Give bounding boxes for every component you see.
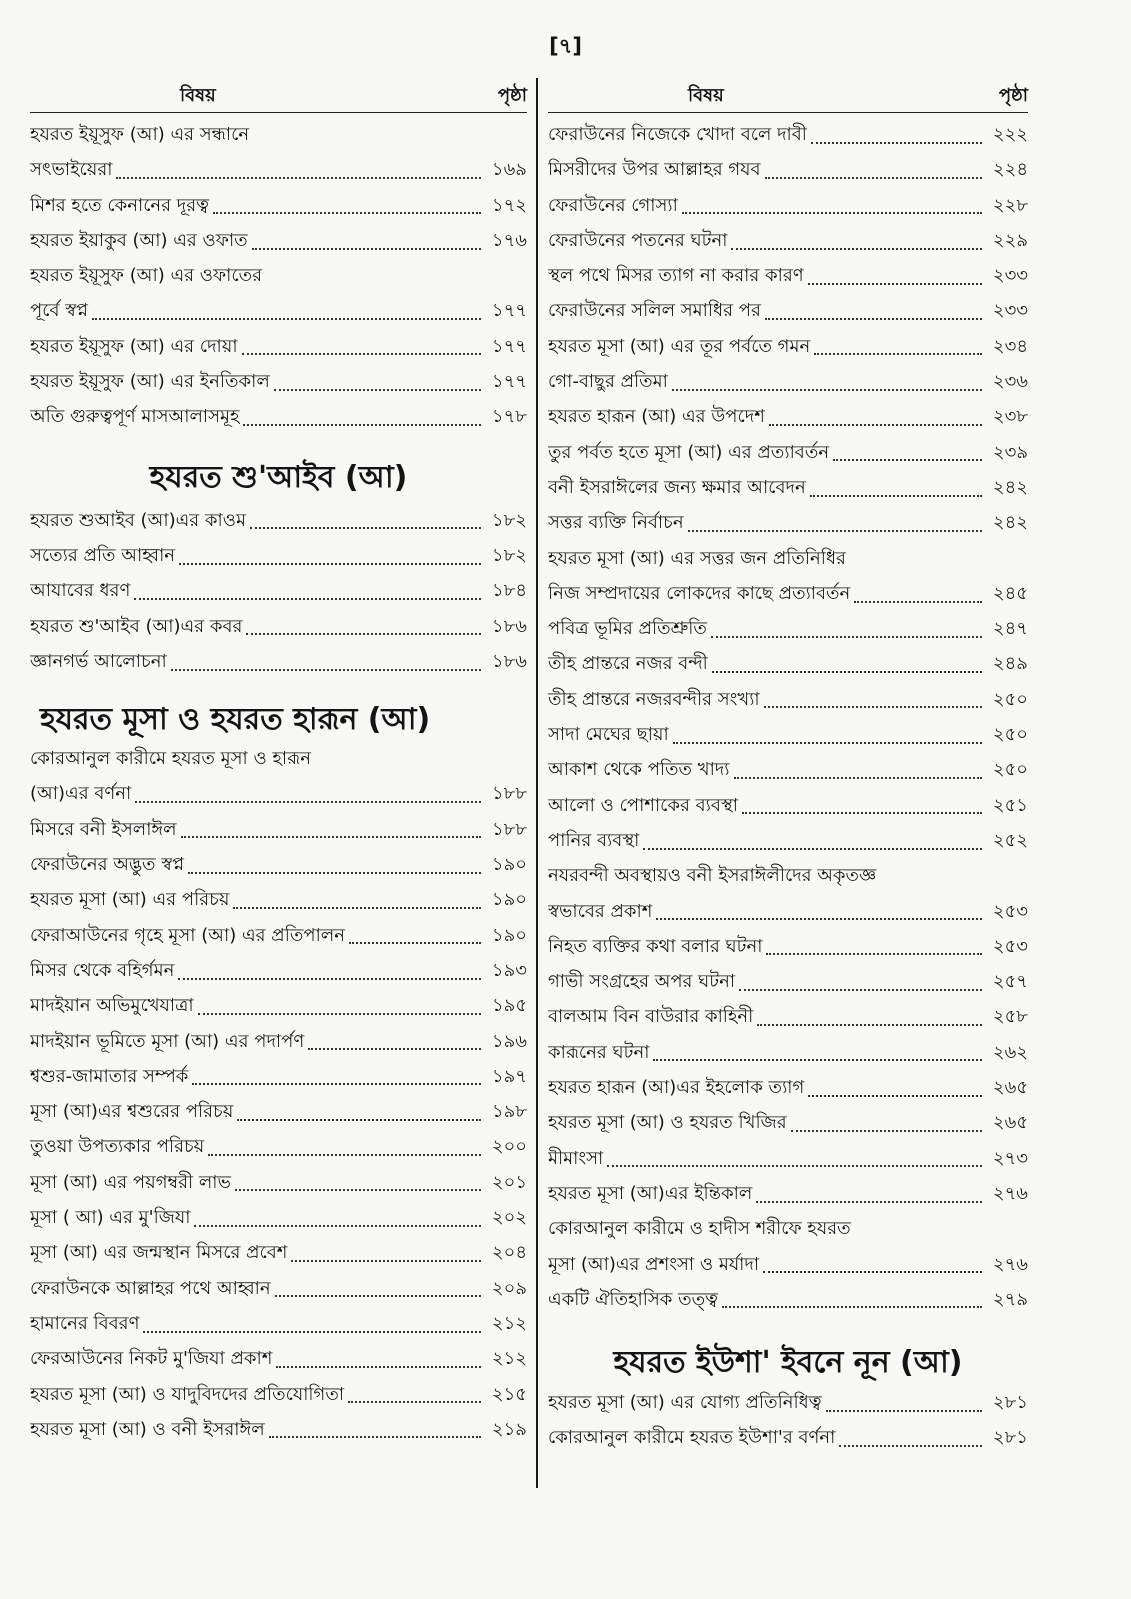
toc-entry-page: ২৫১ [992,794,1028,816]
dot-leader [116,177,481,179]
toc-entry-title: কোরআনুল কারীমে ও হাদীস শরীফে হযরত [548,1218,851,1240]
toc-entry-page: ২২৮ [992,194,1028,216]
toc-entry [30,1059,527,1094]
toc-entry [548,646,1028,681]
toc-entry-page: ২৫৩ [992,935,1028,957]
dot-leader [826,1410,982,1412]
toc-entry-title: নিজ সম্প্রদায়ের লোকদের কাছে প্রত্যাবর্তন [548,582,851,604]
toc-list [548,117,1028,1317]
toc-list [548,1385,1028,1456]
dot-leader [134,598,481,600]
toc-entry-title: মূসা (আ) এর পয়গম্বরী লাভ [30,1171,231,1193]
toc-entry-title: মিসরীদের উপর আল্লাহর গযব [548,159,761,181]
toc-entry-title: সত্যের প্রতি আহ্বান [30,544,176,566]
dot-leader [766,953,982,955]
toc-entry-title: জ্ঞানগর্ভ আলোচনা [30,650,167,672]
dot-leader [682,212,982,214]
toc-entry-title: হযরত মূসা (আ) ও হযরত খিজির [548,1112,787,1134]
toc-entry [548,329,1028,364]
toc-entry-page: ২৬৫ [992,1112,1028,1134]
toc-entry-page: ২৭৯ [992,1288,1028,1310]
toc-entry-title: মূসা (আ) এর জন্মস্থান মিসরে প্রবেশ [30,1242,288,1264]
toc-entry-title: মূসা (আ)এর শ্বশুরের পরিচয় [30,1101,234,1123]
toc-entry-page: ২৩৬ [992,371,1028,393]
toc-entry-page: ২০৪ [491,1242,527,1264]
toc-list [30,503,527,679]
dot-leader [242,353,481,355]
toc-entry [548,611,1028,646]
toc-entry [548,258,1028,293]
dot-leader [171,669,481,671]
column-divider [536,78,538,1488]
toc-entry [548,364,1028,399]
toc-entry-title: হযরত মূসা (আ) ও বনী ইসরাঈল [30,1418,265,1440]
dot-leader [711,636,982,638]
toc-entry-page: ২৭৬ [992,1182,1028,1204]
toc-entry [548,541,1028,576]
dot-leader [757,1024,982,1026]
dot-leader [275,1295,481,1297]
toc-entry-title: পবিত্র ভূমির প্রতিশ্রুতি [548,618,707,640]
toc-entry-page: ১৯০ [491,854,527,876]
dot-leader [192,1083,481,1085]
toc-entry-title: ফেরাউনের গোস্যা [548,194,678,216]
dot-leader [742,812,982,814]
toc-entry [30,364,527,399]
toc-entry [30,882,527,917]
dot-leader [673,742,982,744]
toc-entry-page: ১৬৯ [491,159,527,181]
toc-entry [548,435,1028,470]
toc-entry-page: ২৬৫ [992,1077,1028,1099]
toc-entry-title: ফেরাউনের সলিল সমাধির পর [548,300,761,322]
toc-entry [548,505,1028,540]
toc-entry-page: ১৯০ [491,924,527,946]
toc-entry-title: তুওয়া উপত্যকার পরিচয় [30,1136,205,1158]
toc-entry [548,999,1028,1034]
toc-entry-page: ১৮৬ [491,615,527,637]
toc-entry-page: ২৩৩ [992,300,1028,322]
dot-leader [688,530,982,532]
toc-entry [548,1105,1028,1140]
toc-entry [548,223,1028,258]
toc-entry-page: ২২২ [992,124,1028,145]
toc-entry-page: ২৪৫ [992,582,1028,604]
toc-entry [548,1176,1028,1211]
toc-entry-title: ফেরআউনের নিকট মু'জিযা প্রকাশ [30,1348,273,1370]
toc-entry-page: ২১৯ [491,1418,527,1440]
toc-entry-title: সাদা মেঘের ছায়া [548,724,669,746]
toc-entry-page: ১৯০ [491,889,527,911]
dot-leader [765,318,982,320]
toc-entry [30,953,527,988]
page-header: পৃষ্ঠা [497,85,527,106]
toc-entry-title: নিহত ব্যক্তির কথা বলার ঘটনা [548,935,763,957]
toc-entry [548,682,1028,717]
toc-entry-title: মিশর হতে কেনানের দূরত্ব [30,194,209,216]
toc-entry [548,293,1028,328]
toc-entry-title: হযরত শু'আইব (আ)এর কবর [30,615,243,637]
dot-leader [791,1130,982,1132]
toc-entry-page: ১৮২ [491,544,527,566]
toc-entry [30,573,527,608]
toc-entry-title: ফেরাআউনের গৃহে মূসা (আ) এর প্রতিপালন [30,924,345,946]
toc-entry-page: ১৭৮ [491,406,527,428]
toc-entry-title: হযরত মূসা (আ) এর যোগ্য প্রতিনিধিত্ব [548,1392,822,1414]
toc-entry-title: আযাবের ধরণ [30,580,131,602]
toc-entry-title: হযরত হারূন (আ) এর উপদেশ [548,406,765,428]
toc-entry-page: ২৬২ [992,1041,1028,1063]
toc-entry-title: মাদইয়ান ভূমিতে মূসা (আ) এর পদার্পণ [30,1030,305,1052]
toc-entry [30,644,527,679]
toc-entry-title: বনী ইসরাঈলের জন্য ক্ষমার আবেদন [548,476,806,498]
dot-leader [810,495,982,497]
dot-leader [756,1201,982,1203]
toc-entry-page: ১৯৬ [491,1030,527,1052]
dot-leader [178,978,481,980]
toc-entry-title: শ্বশুর-জামাতার সম্পর্ক [30,1065,189,1087]
dot-leader [808,1095,982,1097]
toc-entry-title: মূসা (আ)এর প্রশংসা ও মর্যাদা [548,1253,760,1275]
toc-entry [548,1385,1028,1420]
toc-entry-page: ২৮১ [992,1392,1028,1414]
toc-entry-title: হযরত হারূন (আ)এর ইহলোক ত্যাগ [548,1077,805,1099]
section-heading-yusha: হযরত ইউশা' ইবনে নূন (আ) [613,1345,963,1381]
toc-entry [30,258,527,293]
toc-entry-page: ২৫০ [992,724,1028,746]
toc-entry-page: ২৩৯ [992,441,1028,463]
toc-entry [30,1024,527,1059]
toc-entry [30,1412,527,1447]
toc-entry [548,576,1028,611]
toc-entry [548,717,1028,752]
toc-entry-title: অতি গুরুত্বপূর্ণ মাসআলাসমূহ [30,406,240,428]
toc-entry-title: হযরত ইয়ূসুফ (আ) এর দোয়া [30,335,238,357]
toc-entry-page: ২১২ [491,1348,527,1370]
dot-leader [243,424,481,426]
toc-entry-title: হযরত মূসা (আ) এর সত্তর জন প্রতিনিধির [548,547,846,569]
toc-entry-page: ২০৯ [491,1277,527,1299]
right-column [548,78,1028,1456]
toc-entry-page: ১৭২ [491,194,527,216]
toc-entry [30,503,527,538]
toc-entry-page: ১৯৫ [491,995,527,1017]
dot-leader [607,1165,982,1167]
toc-entry [548,1035,1028,1070]
toc-entry-page: ২৪২ [992,512,1028,534]
toc-entry-page: ২৫০ [992,759,1028,781]
toc-list [30,117,527,435]
toc-entry [548,894,1028,929]
dot-leader [814,353,982,355]
dot-leader [188,872,481,874]
toc-entry-page: ২৫০ [992,688,1028,710]
subject-header: বিষয় [180,85,216,106]
toc-entry [30,776,527,811]
toc-entry [548,1070,1028,1105]
toc-entry-title: পূর্বে স্বপ্ন [30,300,88,322]
dot-leader [135,801,481,803]
toc-entry [548,117,1028,152]
left-column [30,78,527,1447]
toc-entry-title: ফেরাউনকে আল্লাহর পথে আহ্বান [30,1277,271,1299]
right-column-header [548,78,1028,113]
dot-leader [763,1271,982,1273]
toc-entry-page: ২৭৩ [992,1147,1028,1169]
toc-entry-page: ২৩৩ [992,265,1028,287]
toc-entry [30,223,527,258]
toc-entry-page: ১৭৭ [491,335,527,357]
toc-entry [30,609,527,644]
dot-leader [181,836,481,838]
dot-leader [722,1306,982,1308]
dot-leader [643,848,982,850]
toc-entry [30,988,527,1023]
dot-leader [274,389,481,391]
toc-entry-page: ১৮৮ [491,818,527,840]
toc-entry [548,858,1028,893]
toc-entry-page: ১৯৮ [491,1101,527,1123]
toc-entry [30,1094,527,1129]
toc-entry-title: হযরত ইয়ূসুফ (আ) এর ইনতিকাল [30,371,270,393]
toc-entry-title: সৎভাইয়েরা [30,159,113,181]
dot-leader [194,1225,481,1227]
dot-leader [739,989,982,991]
dot-leader [833,459,982,461]
toc-entry [548,788,1028,823]
toc-entry-title: তীহ প্রান্তরে নজর বন্দী [548,653,708,675]
toc-entry-page: ২১২ [491,1312,527,1334]
toc-entry [548,964,1028,999]
toc-entry [30,1271,527,1306]
toc-entry-page: ২৩৮ [992,406,1028,428]
toc-entry [548,470,1028,505]
toc-entry-title: হামানের বিবরণ [30,1312,140,1334]
toc-entry [30,1306,527,1341]
dot-leader [712,671,982,673]
toc-entry-title: হযরত শুআইব (আ)এর কাওম [30,509,246,531]
toc-entry-page: ২৫৭ [992,971,1028,993]
toc-entry-title: গাভী সংগ্রহের অপর ঘটনা [548,971,736,993]
dot-leader [208,1154,481,1156]
toc-entry-page: ২৫৮ [992,1006,1028,1028]
toc-entry-page: ১৮৬ [491,650,527,672]
toc-entry [30,847,527,882]
toc-entry-title: হযরত মূসা (আ)এর ইন্তিকাল [548,1182,753,1204]
page-header: পৃষ্ঠা [998,85,1028,106]
dot-leader [854,601,982,603]
toc-entry [548,1211,1028,1246]
toc-entry [548,1141,1028,1176]
dot-leader [179,563,481,565]
toc-entry-title: মূসা ( আ) এর মু'জিযা [30,1207,191,1229]
toc-entry [30,812,527,847]
toc-entry-page: ১৭৭ [491,300,527,322]
dot-leader [276,1366,481,1368]
toc-entry-title: কোরআনুল কারীমে হযরত মূসা ও হারূন [30,748,311,770]
toc-entry-title: নযরবন্দী অবস্থায়ও বনী ইসরাঈলীদের অকৃতজ্ঞ [548,865,877,887]
dot-leader [349,942,481,944]
dot-leader [246,633,481,635]
toc-entry-title: পানির ব্যবস্থা [548,829,640,851]
dot-leader [233,907,481,909]
toc-entry [30,1341,527,1376]
toc-entry-page: ২০০ [491,1136,527,1158]
toc-entry [30,1377,527,1412]
dot-leader [653,1059,982,1061]
section-heading-shuaib: হযরত শু'আইব (আ) [149,459,408,495]
toc-entry [548,1247,1028,1282]
dot-leader [252,248,481,250]
dot-leader [764,706,982,708]
toc-entry-page: ২০১ [491,1171,527,1193]
dot-leader [348,1401,481,1403]
toc-entry [30,1200,527,1235]
toc-entry-page: ২৩৪ [992,335,1028,357]
toc-entry [548,1282,1028,1317]
toc-entry [30,1165,527,1200]
dot-leader [734,777,982,779]
dot-leader [808,283,982,285]
dot-leader [143,1331,481,1333]
dot-leader [269,1436,481,1438]
toc-entry-page: ২৪২ [992,476,1028,498]
dot-leader [250,527,481,529]
toc-entry [548,399,1028,434]
toc-entry [30,1129,527,1164]
toc-entry-title: তীহ প্রান্তরে নজরবন্দীর সংখ্যা [548,688,760,710]
toc-entry-title: ফেরাউনের অদ্ভুত স্বপ্ন [30,854,185,876]
toc-entry-title: একটি ঐতিহাসিক তত্ত্ব [548,1288,718,1310]
toc-entry-page: ২০২ [491,1207,527,1229]
dot-leader [308,1048,481,1050]
toc-entry-title: হযরত মূসা (আ) এর তূর পর্বতে গমন [548,335,811,357]
dot-leader [92,318,481,320]
page-number: [৭] [549,34,582,58]
dot-leader [198,1013,481,1015]
toc-entry [30,293,527,328]
toc-entry [548,152,1028,187]
toc-entry [548,188,1028,223]
toc-entry [30,329,527,364]
toc-entry-page: ১৯৩ [491,959,527,981]
toc-entry [30,1235,527,1270]
toc-entry [30,741,527,776]
dot-leader [839,1445,982,1447]
toc-entry [30,538,527,573]
toc-entry [30,152,527,187]
toc-entry-title: বালআম বিন বাউরার কাহিনী [548,1006,754,1028]
toc-entry-title: স্বভাবের প্রকাশ [548,900,653,922]
toc-entry-page: ২৭৬ [992,1253,1028,1275]
toc-entry-title: সত্তর ব্যক্তি নির্বাচন [548,512,684,534]
toc-entry-title: মিসরে বনী ইসলাঈল [30,818,177,840]
toc-entry-page: ২৮১ [992,1427,1028,1449]
toc-entry-page: ২৫৩ [992,900,1028,922]
toc-entry-page: ১৮৮ [491,783,527,805]
toc-entry-title: মিসর থেকে বহির্গমন [30,959,175,981]
dot-leader [213,212,481,214]
dot-leader [291,1260,481,1262]
toc-entry-title: মীমাংসা [548,1147,604,1169]
toc-entry-title: হযরত মূসা (আ) এর পরিচয় [30,889,230,911]
toc-entry-title: ফেরাউনের নিজেকে খোদা বলে দাবী [548,124,807,145]
toc-entry-page: ২৪৭ [992,618,1028,640]
toc-entry-title: হযরত ইয়ূসুফ (আ) এর সন্ধানে [30,124,250,145]
dot-leader [656,918,982,920]
toc-entry-title: গো-বাছুর প্রতিমা [548,371,668,393]
toc-entry-title: আকাশ থেকে পতিত খাদ্য [548,759,730,781]
dot-leader [237,1119,481,1121]
toc-entry-page: ২২৪ [992,159,1028,181]
toc-entry [548,929,1028,964]
toc-entry-title: মাদইয়ান অভিমুখেযাত্রা [30,995,194,1017]
toc-entry-page: ১৮২ [491,509,527,531]
toc-entry [30,117,527,152]
dot-leader [672,389,982,391]
toc-entry-title: তুর পর্বত হতে মূসা (আ) এর প্রত্যাবর্তন [548,441,830,463]
toc-entry-title: হযরত ইয়াকুব (আ) এর ওফাত [30,229,248,251]
toc-entry-title: কোরআনুল কারীমে হযরত ইউশা'র বর্ণনা [548,1427,836,1449]
toc-entry-title: হযরত ইয়ূসুফ (আ) এর ওফাতের [30,265,263,287]
toc-entry-page: ১৭৬ [491,229,527,251]
toc-entry [30,188,527,223]
toc-entry-title: আলো ও পোশাকের ব্যবস্থা [548,794,739,816]
toc-entry-page: ২২৯ [992,229,1028,251]
toc-entry-page: ২১৫ [491,1383,527,1405]
left-column-header [30,78,527,113]
toc-entry-title: ফেরাউনের পতনের ঘটনা [548,229,728,251]
toc-entry [548,752,1028,787]
toc-entry-title: কারূনের ঘটনা [548,1041,650,1063]
toc-entry-title: হযরত মূসা (আ) ও যাদুবিদদের প্রতিযোগিতা [30,1383,345,1405]
toc-entry-page: ১৮৪ [491,580,527,602]
subject-header: বিষয় [688,85,724,106]
toc-entry [548,823,1028,858]
toc-list [30,741,527,1447]
section-heading-musa-harun: হযরত মূসা ও হযরত হারূন (আ) [40,702,431,738]
toc-entry-title: স্থল পথে মিসর ত্যাগ না করার কারণ [548,265,804,287]
toc-entry [548,1420,1028,1455]
dot-leader [811,142,982,144]
dot-leader [235,1189,481,1191]
dot-leader [769,424,982,426]
toc-entry [30,399,527,434]
toc-entry-page: ১৭৭ [491,371,527,393]
toc-entry-page: ২৫২ [992,829,1028,851]
dot-leader [731,248,982,250]
toc-entry [30,918,527,953]
toc-entry-page: ১৯৭ [491,1065,527,1087]
toc-entry-page: ২৪৯ [992,653,1028,675]
dot-leader [765,177,982,179]
toc-entry-title: (আ)এর বর্ণনা [30,783,132,805]
